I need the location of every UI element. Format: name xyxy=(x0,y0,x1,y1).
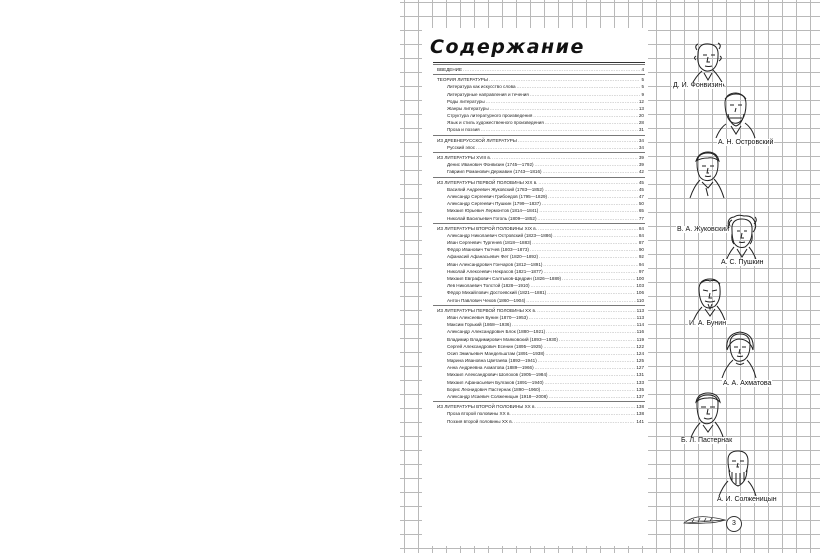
toc-entry xyxy=(437,418,644,425)
portrait-caption: В. А. Жуковский xyxy=(677,226,730,233)
toc-entry-label: Проза и поэзия xyxy=(447,127,480,133)
toc-entry xyxy=(437,200,644,207)
toc-leader-dots xyxy=(538,179,637,186)
toc-leader-dots xyxy=(526,297,635,304)
portrait-fonvizin xyxy=(684,40,730,86)
toc-entry-label: Александр Сергеевич Грибоедов (1795—1829) xyxy=(447,193,548,199)
toc-entry-page: 47 xyxy=(638,193,644,199)
toc-entry xyxy=(437,98,644,105)
toc-entry-page: 84 xyxy=(638,225,644,231)
toc-leader-dots xyxy=(533,112,638,119)
toc-entry-label: Антон Павлович Чехов (1860—1904) xyxy=(447,297,526,303)
toc-entry-label: Борис Леонидович Пастернак (1890—1960) xyxy=(447,386,541,392)
toc-leader-dots xyxy=(543,261,637,268)
toc-entry-page: 138 xyxy=(636,411,644,417)
toc-leader-dots xyxy=(553,232,637,239)
toc-leader-dots xyxy=(537,403,636,410)
toc-leader-dots xyxy=(532,239,638,246)
table-of-contents xyxy=(437,66,644,425)
toc-entry-page: 13 xyxy=(638,105,644,111)
toc-entry-label: Роды литературы xyxy=(447,98,485,104)
toc-section-rule xyxy=(433,152,645,153)
toc-leader-dots xyxy=(539,207,638,214)
toc-entry-page: 113 xyxy=(636,314,644,320)
toc-entry-page: 131 xyxy=(636,372,644,378)
toc-entry xyxy=(437,393,644,400)
quill-icon xyxy=(682,513,726,527)
toc-entry xyxy=(437,289,644,296)
toc-entry-label: Поэзия второй половины XX в. xyxy=(447,418,513,424)
toc-entry-page: 34 xyxy=(638,144,644,150)
toc-leader-dots xyxy=(514,418,635,425)
toc-leader-dots xyxy=(545,119,638,126)
toc-entry-page: 125 xyxy=(636,358,644,364)
page-title: Содержание xyxy=(430,36,585,58)
portrait-caption: А. И. Солженицын xyxy=(717,496,777,503)
toc-leader-dots xyxy=(538,225,638,232)
toc-entry-label: Литературные направления и течения xyxy=(447,91,529,97)
toc-entry-label: Лев Николаевич Толстой (1828—1910) xyxy=(447,283,530,289)
toc-entry-label: Марина Ивановна Цветаева (1892—1941) xyxy=(447,358,537,364)
toc-entry-page: 137 xyxy=(636,394,644,400)
toc-leader-dots xyxy=(463,66,640,73)
toc-entry-page: 39 xyxy=(638,155,644,161)
toc-entry xyxy=(437,282,644,289)
toc-entry xyxy=(437,343,644,350)
toc-top-rule xyxy=(433,62,645,63)
toc-entry xyxy=(437,268,644,275)
toc-leader-dots xyxy=(559,336,636,343)
toc-leader-dots xyxy=(537,307,635,314)
toc-entry-label: ИЗ ДРЕВНЕРУССКОЙ ЛИТЕРАТУРЫ xyxy=(437,137,517,143)
toc-section xyxy=(437,154,644,161)
portrait-caption: А. А. Ахматова xyxy=(723,380,772,387)
toc-entry-page: 90 xyxy=(638,247,644,253)
toc-leader-dots xyxy=(518,137,638,144)
toc-entry-page: 20 xyxy=(638,113,644,119)
portrait-zhukovsky xyxy=(684,150,730,198)
toc-entry-label: Николай Алексеевич Некрасов (1821—1877) xyxy=(447,268,543,274)
toc-leader-dots xyxy=(543,168,638,175)
toc-entry-page: 133 xyxy=(636,379,644,385)
toc-entry-label: Русский эпос xyxy=(447,144,476,150)
toc-entry-page: 141 xyxy=(636,418,644,424)
toc-entry xyxy=(437,328,644,335)
toc-entry-page: 114 xyxy=(636,322,644,328)
toc-entry-page: 5 xyxy=(641,84,644,90)
toc-entry xyxy=(437,215,644,222)
portrait-caption: И. А. Бунин xyxy=(689,320,727,327)
toc-entry xyxy=(437,321,644,328)
portrait-caption: Б. Л. Пастернак xyxy=(681,437,733,444)
toc-section-rule xyxy=(433,64,645,65)
toc-leader-dots xyxy=(517,83,641,90)
toc-leader-dots xyxy=(489,76,641,83)
portrait-solzhenitsyn xyxy=(714,448,760,496)
toc-entry-label: Иван Сергеевич Тургенев (1818—1883) xyxy=(447,240,532,246)
toc-leader-dots xyxy=(535,161,638,168)
toc-entry-label: Иван Алексеевич Бунин (1870—1953) xyxy=(447,314,528,320)
portrait-caption: А. С. Пушкин xyxy=(721,259,764,266)
toc-entry xyxy=(437,168,644,175)
toc-entry-page: 39 xyxy=(638,162,644,168)
toc-entry-page: 4 xyxy=(641,66,644,72)
toc-entry-label: Фёдор Михайлович Достоевский (1821—1881) xyxy=(447,290,547,296)
toc-entry xyxy=(437,314,644,321)
toc-entry-page: 5 xyxy=(641,77,644,83)
toc-entry xyxy=(437,386,644,393)
toc-section xyxy=(437,179,644,186)
toc-entry-label: ИЗ ЛИТЕРАТУРЫ ПЕРВОЙ ПОЛОВИНЫ XX в. xyxy=(437,307,537,313)
toc-leader-dots xyxy=(545,186,638,193)
toc-entry-page: 87 xyxy=(638,240,644,246)
toc-entry-label: ТЕОРИЯ ЛИТЕРАТУРЫ xyxy=(437,77,488,83)
toc-entry-page: 116 xyxy=(636,329,644,335)
toc-leader-dots xyxy=(476,144,638,151)
toc-entry-page: 84 xyxy=(638,232,644,238)
toc-entry-page: 113 xyxy=(636,307,644,313)
toc-section-rule xyxy=(433,305,645,306)
toc-entry xyxy=(437,261,644,268)
toc-entry-label: Литература как искусство слова xyxy=(447,84,516,90)
toc-entry-page: 122 xyxy=(636,343,644,349)
toc-entry-page: 100 xyxy=(636,276,644,282)
toc-section xyxy=(437,403,644,410)
toc-entry xyxy=(437,336,644,343)
toc-entry-label: Анна Андреевна Ахматова (1889—1966) xyxy=(447,365,534,371)
toc-entry xyxy=(437,232,644,239)
toc-entry xyxy=(437,112,644,119)
toc-entry xyxy=(437,193,644,200)
toc-entry xyxy=(437,207,644,214)
toc-entry-page: 28 xyxy=(638,120,644,126)
toc-entry-label: ИЗ ЛИТЕРАТУРЫ ПЕРВОЙ ПОЛОВИНЫ XIX в. xyxy=(437,179,538,185)
toc-leader-dots xyxy=(562,275,635,282)
toc-entry-label: ИЗ ЛИТЕРАТУРЫ ВТОРОЙ ПОЛОВИНЫ XX в. xyxy=(437,404,536,410)
toc-entry-label: Структура литературного произведения xyxy=(447,113,533,119)
toc-leader-dots xyxy=(486,98,638,105)
portrait-pasternak xyxy=(684,392,730,440)
toc-entry-page: 9 xyxy=(641,91,644,97)
toc-entry xyxy=(437,297,644,304)
toc-entry-page: 12 xyxy=(638,98,644,104)
toc-entry-page: 45 xyxy=(638,179,644,185)
toc-entry-label: Гавриил Романович Державин (1743—1816) xyxy=(447,169,542,175)
toc-entry-page: 127 xyxy=(636,365,644,371)
page-number: 3 xyxy=(726,516,742,532)
portrait-ostrovsky xyxy=(712,90,758,138)
toc-entry-label: Иван Александрович Гончаров (1812—1891) xyxy=(447,261,543,267)
toc-entry xyxy=(437,372,644,379)
toc-entry xyxy=(437,119,644,126)
toc-entry-label: Михаил Юрьевич Лермонтов (1814—1841) xyxy=(447,208,539,214)
toc-leader-dots xyxy=(535,364,636,371)
toc-entry xyxy=(437,275,644,282)
toc-entry xyxy=(437,83,644,90)
toc-leader-dots xyxy=(512,321,636,328)
toc-entry-label: Проза второй половины XX в. xyxy=(447,411,511,417)
toc-leader-dots xyxy=(549,393,636,400)
toc-entry xyxy=(437,410,644,417)
toc-leader-dots xyxy=(529,314,636,321)
toc-entry-label: ВВЕДЕНИЕ xyxy=(437,66,463,72)
toc-leader-dots xyxy=(548,193,638,200)
toc-leader-dots xyxy=(542,200,638,207)
toc-section xyxy=(437,76,644,83)
toc-entry-label: Владимир Владимирович Маяковский (1893—1930) xyxy=(447,336,558,342)
toc-section-rule xyxy=(433,401,645,402)
toc-section-rule xyxy=(433,74,645,75)
portrait-caption: Д. И. Фонвизин xyxy=(673,82,723,89)
toc-entry-page: 110 xyxy=(636,297,644,303)
toc-entry-page: 77 xyxy=(638,215,644,221)
toc-entry xyxy=(437,144,644,151)
toc-entry xyxy=(437,364,644,371)
toc-entry-label: Михаил Афанасьевич Булгаков (1891—1940) xyxy=(447,379,544,385)
toc-section xyxy=(437,225,644,232)
toc-entry-page: 103 xyxy=(636,283,644,289)
toc-entry xyxy=(437,161,644,168)
toc-entry-label: ИЗ ЛИТЕРАТУРЫ XVIII в. xyxy=(437,155,492,161)
toc-entry-label: Фёдор Иванович Тютчев (1803—1873) xyxy=(447,247,529,253)
toc-entry xyxy=(437,379,644,386)
toc-entry-label: Жанры литературы xyxy=(447,105,489,111)
toc-entry-label: Василий Андреевич Жуковский (1783—1852) xyxy=(447,186,544,192)
toc-entry-page: 94 xyxy=(638,261,644,267)
toc-section-rule xyxy=(433,135,645,136)
toc-leader-dots xyxy=(537,215,637,222)
toc-leader-dots xyxy=(546,328,636,335)
toc-entry-label: Афанасий Афанасьевич Фет (1820—1892) xyxy=(447,254,539,260)
toc-entry-label: Максим Горький (1868—1936) xyxy=(447,322,511,328)
toc-leader-dots xyxy=(490,105,638,112)
toc-entry-page: 42 xyxy=(638,169,644,175)
toc-leader-dots xyxy=(547,289,635,296)
toc-entry-page: 31 xyxy=(638,127,644,133)
portrait-caption: А. Н. Островский xyxy=(718,139,774,146)
toc-section-rule xyxy=(433,223,645,224)
toc-entry-label: Михаил Александрович Шолохов (1905—1984) xyxy=(447,372,548,378)
toc-entry-label: Александр Александрович Блок (1880—1921) xyxy=(447,329,546,335)
portrait-bunin xyxy=(686,276,732,324)
toc-entry-label: Михаил Евграфович Салтыков-Щедрин (1826—1889) xyxy=(447,276,562,282)
toc-entry xyxy=(437,186,644,193)
toc-section xyxy=(437,307,644,314)
toc-entry-page: 45 xyxy=(638,186,644,192)
toc-entry xyxy=(437,239,644,246)
toc-leader-dots xyxy=(544,343,636,350)
toc-entry-label: Язык и стиль художественного произведения xyxy=(447,120,544,126)
toc-entry-page: 124 xyxy=(636,350,644,356)
toc-entry-page: 138 xyxy=(636,404,644,410)
toc-section-rule xyxy=(433,177,645,178)
toc-entry-label: Сергей Александрович Есенин (1895—1925) xyxy=(447,343,543,349)
toc-section xyxy=(437,137,644,144)
toc-entry-page: 97 xyxy=(638,268,644,274)
toc-entry-label: ИЗ ЛИТЕРАТУРЫ ВТОРОЙ ПОЛОВИНЫ XIX в. xyxy=(437,225,538,231)
toc-entry-label: Осип Эмильевич Мандельштам (1891—1938) xyxy=(447,350,545,356)
toc-leader-dots xyxy=(544,268,638,275)
toc-entry-label: Денис Иванович Фонвизин (1745—1792) xyxy=(447,162,534,168)
toc-entry-page: 50 xyxy=(638,201,644,207)
toc-leader-dots xyxy=(512,410,636,417)
toc-entry xyxy=(437,105,644,112)
toc-leader-dots xyxy=(530,91,641,98)
toc-section xyxy=(437,66,644,73)
toc-entry-page: 65 xyxy=(638,208,644,214)
toc-entry-label: Александр Сергеевич Пушкин (1799—1837) xyxy=(447,201,541,207)
toc-entry xyxy=(437,350,644,357)
toc-leader-dots xyxy=(541,386,635,393)
toc-leader-dots xyxy=(481,126,638,133)
toc-entry-page: 106 xyxy=(636,290,644,296)
toc-entry xyxy=(437,246,644,253)
toc-entry-label: Николай Васильевич Гоголь (1809—1852) xyxy=(447,215,537,221)
toc-entry xyxy=(437,127,644,134)
toc-entry-page: 34 xyxy=(638,137,644,143)
portrait-akhmatova xyxy=(716,330,762,378)
toc-leader-dots xyxy=(545,350,635,357)
toc-leader-dots xyxy=(530,246,638,253)
toc-entry xyxy=(437,254,644,261)
toc-entry-page: 92 xyxy=(638,254,644,260)
toc-entry-page: 135 xyxy=(636,386,644,392)
toc-leader-dots xyxy=(545,379,636,386)
toc-leader-dots xyxy=(548,371,635,378)
toc-leader-dots xyxy=(539,253,638,260)
toc-entry-label: Александр Николаевич Островский (1823—1886) xyxy=(447,232,553,238)
toc-leader-dots xyxy=(531,282,636,289)
toc-entry-page: 119 xyxy=(636,336,644,342)
toc-entry xyxy=(437,91,644,98)
toc-leader-dots xyxy=(538,357,636,364)
toc-leader-dots xyxy=(492,154,638,161)
toc-entry xyxy=(437,357,644,364)
toc-entry-label: Александр Исаевич Солженицын (1918—2008) xyxy=(447,394,548,400)
